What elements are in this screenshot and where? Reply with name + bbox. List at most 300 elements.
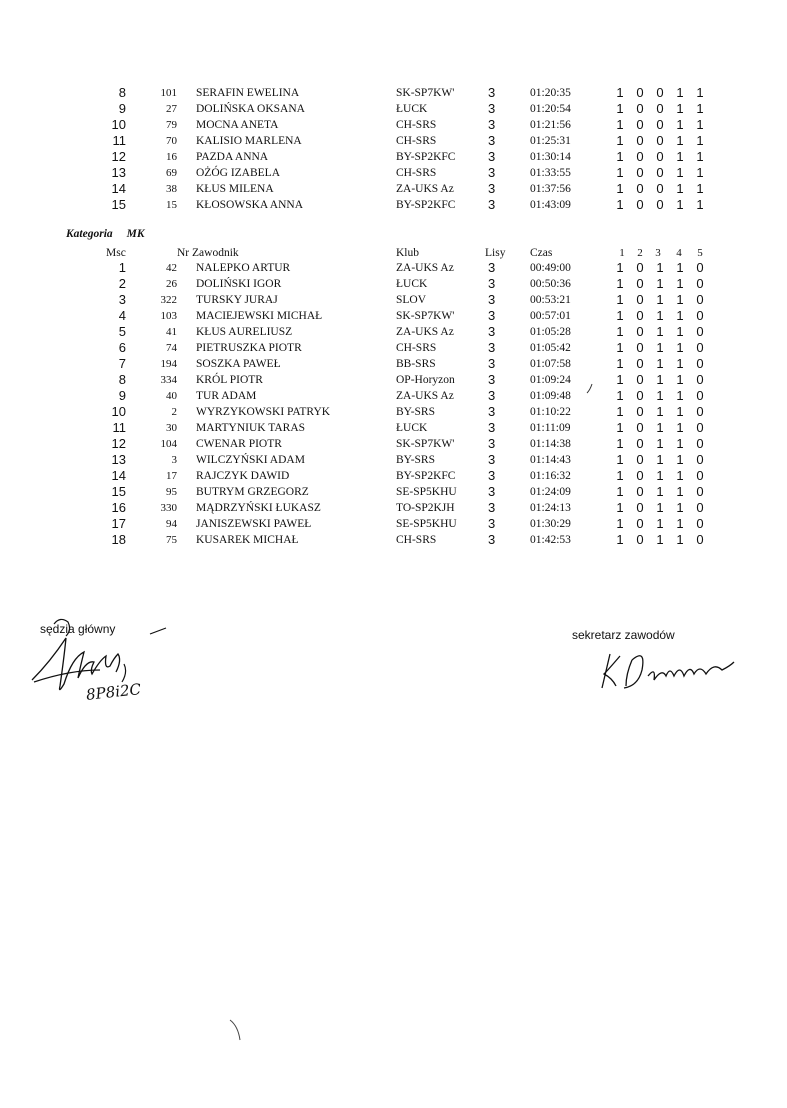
time-cell: 01:07:58 — [530, 358, 571, 370]
club-cell: ZA-UKS Az — [396, 262, 454, 274]
time-cell: 01:30:29 — [530, 518, 571, 530]
fox-4-cell: 1 — [676, 292, 684, 307]
fox-1-cell: 1 — [616, 356, 624, 371]
number-cell: 70 — [166, 135, 177, 147]
header-czas: Czas — [530, 247, 553, 259]
table-row — [0, 468, 787, 484]
competitor-name-cell: PIETRUSZKA PIOTR — [196, 342, 302, 354]
number-cell: 334 — [160, 374, 177, 386]
foxes-cell: 3 — [488, 181, 496, 196]
fox-1-cell: 1 — [616, 420, 624, 435]
fox-4-cell: 1 — [676, 436, 684, 451]
club-cell: CH-SRS — [396, 342, 437, 354]
place-cell: 14 — [111, 468, 126, 483]
number-cell: 40 — [166, 390, 177, 402]
fox-1-cell: 1 — [616, 181, 624, 196]
fox-3-cell: 1 — [656, 436, 664, 451]
pen-mark — [584, 382, 596, 396]
number-cell: 74 — [166, 342, 177, 354]
fox-4-cell: 1 — [676, 356, 684, 371]
foxes-cell: 3 — [488, 85, 496, 100]
place-cell: 9 — [118, 101, 126, 116]
table-row — [0, 436, 787, 452]
place-cell: 2 — [118, 276, 126, 291]
club-cell: BY-SP2KFC — [396, 470, 456, 482]
club-cell: BY-SRS — [396, 454, 435, 466]
competitor-name-cell: CWENAR PIOTR — [196, 438, 282, 450]
fox-4-cell: 1 — [676, 260, 684, 275]
category-value: MK — [126, 228, 145, 240]
place-cell: 9 — [118, 388, 126, 403]
club-cell: ŁUCK — [396, 278, 428, 290]
number-cell: 3 — [171, 454, 177, 466]
secretary-signature — [596, 640, 746, 710]
club-cell: SLOV — [396, 294, 427, 306]
table-row — [0, 101, 787, 117]
time-cell: 01:05:42 — [530, 342, 571, 354]
number-cell: 16 — [166, 151, 177, 163]
table-row — [0, 388, 787, 404]
competitor-name-cell: DOLIŃSKI IGOR — [196, 278, 282, 290]
fox-2-cell: 0 — [636, 500, 644, 515]
club-cell: BY-SP2KFC — [396, 151, 456, 163]
place-cell: 18 — [111, 532, 126, 547]
table-row — [0, 181, 787, 197]
time-cell: 01:24:13 — [530, 502, 571, 514]
competitor-name-cell: OŻÓG IZABELA — [196, 167, 280, 179]
place-cell: 17 — [111, 516, 126, 531]
fox-2-cell: 0 — [636, 149, 644, 164]
foxes-cell: 3 — [488, 340, 496, 355]
club-cell: TO-SP2KJH — [396, 502, 455, 514]
time-cell: 01:20:54 — [530, 103, 571, 115]
table-row — [0, 117, 787, 133]
fox-3-cell: 1 — [656, 356, 664, 371]
competitor-name-cell: WILCZYŃSKI ADAM — [196, 454, 305, 466]
competitor-name-cell: KŁUS MILENA — [196, 183, 274, 195]
foxes-cell: 3 — [488, 117, 496, 132]
fox-1-cell: 1 — [616, 532, 624, 547]
table-row — [0, 324, 787, 340]
table-row — [0, 484, 787, 500]
time-cell: 00:57:01 — [530, 310, 571, 322]
competitor-name-cell: WYRZYKOWSKI PATRYK — [196, 406, 331, 418]
header-lisy: Lisy — [485, 247, 506, 259]
fox-3-cell: 1 — [656, 484, 664, 499]
header-klub: Klub — [396, 247, 419, 259]
fox-1-cell: 1 — [616, 468, 624, 483]
time-cell: 01:33:55 — [530, 167, 571, 179]
fox-4-cell: 1 — [676, 500, 684, 515]
judge-handwritten-number: 8P8i2C — [85, 680, 142, 704]
foxes-cell: 3 — [488, 292, 496, 307]
table-row — [0, 292, 787, 308]
fox-5-cell: 0 — [696, 532, 704, 547]
foxes-cell: 3 — [488, 404, 496, 419]
fox-1-cell: 1 — [616, 452, 624, 467]
fox-1-cell: 1 — [616, 117, 624, 132]
fox-5-cell: 0 — [696, 372, 704, 387]
fox-3-cell: 1 — [656, 324, 664, 339]
fox-2-cell: 0 — [636, 484, 644, 499]
header-nr-zawodnik: Nr Zawodnik — [177, 247, 239, 259]
number-cell: 17 — [166, 470, 177, 482]
fox-2-cell: 0 — [636, 452, 644, 467]
club-cell: BB-SRS — [396, 358, 436, 370]
fox-5-cell: 0 — [696, 324, 704, 339]
fox-2-cell: 0 — [636, 308, 644, 323]
pen-mark-bottom — [228, 1018, 248, 1044]
fox-2-cell: 0 — [636, 532, 644, 547]
foxes-cell: 3 — [488, 165, 496, 180]
fox-3-cell: 1 — [656, 452, 664, 467]
club-cell: SK-SP7KW' — [396, 438, 455, 450]
place-cell: 11 — [112, 420, 126, 435]
fox-1-cell: 1 — [616, 372, 624, 387]
header-msc: Msc — [106, 247, 126, 259]
number-cell: 42 — [166, 262, 177, 274]
fox-2-cell: 0 — [636, 436, 644, 451]
place-cell: 6 — [118, 340, 126, 355]
fox-4-cell: 1 — [676, 516, 684, 531]
fox-4-cell: 1 — [676, 420, 684, 435]
fox-1-cell: 1 — [616, 436, 624, 451]
time-cell: 01:09:24 — [530, 374, 571, 386]
number-cell: 194 — [160, 358, 177, 370]
place-cell: 16 — [111, 500, 126, 515]
fox-2-cell: 0 — [636, 340, 644, 355]
table-row — [0, 372, 787, 388]
number-cell: 104 — [160, 438, 177, 450]
foxes-cell: 3 — [488, 388, 496, 403]
fox-5-cell: 1 — [696, 165, 704, 180]
foxes-cell: 3 — [488, 420, 496, 435]
number-cell: 94 — [166, 518, 177, 530]
fox-2-cell: 0 — [636, 404, 644, 419]
competitor-name-cell: MARTYNIUK TARAS — [196, 422, 306, 434]
competitor-name-cell: KALISIO MARLENA — [196, 135, 302, 147]
fox-1-cell: 1 — [616, 133, 624, 148]
secretary-label: sekretarz zawodów — [572, 628, 675, 642]
fox-4-cell: 1 — [676, 149, 684, 164]
fox-3-cell: 1 — [656, 340, 664, 355]
place-cell: 3 — [118, 292, 126, 307]
fox-1-cell: 1 — [616, 516, 624, 531]
fox-5-cell: 0 — [696, 484, 704, 499]
place-cell: 15 — [111, 197, 126, 212]
fox-5-cell: 1 — [696, 101, 704, 116]
place-cell: 10 — [111, 117, 126, 132]
time-cell: 01:42:53 — [530, 534, 571, 546]
fox-3-cell: 0 — [656, 149, 664, 164]
competitor-name-cell: SOSZKA PAWEŁ — [196, 358, 281, 370]
time-cell: 01:10:22 — [530, 406, 571, 418]
competitor-name-cell: KRÓL PIOTR — [196, 374, 263, 386]
fox-4-cell: 1 — [676, 308, 684, 323]
foxes-cell: 3 — [488, 149, 496, 164]
fox-1-cell: 1 — [616, 292, 624, 307]
table-row — [0, 356, 787, 372]
table-row — [0, 404, 787, 420]
place-cell: 1 — [118, 260, 126, 275]
competitor-name-cell: KŁUS AURELIUSZ — [196, 326, 293, 338]
fox-1-cell: 1 — [616, 308, 624, 323]
fox-1-cell: 1 — [616, 388, 624, 403]
fox-3-cell: 0 — [656, 165, 664, 180]
place-cell: 5 — [118, 324, 126, 339]
foxes-cell: 3 — [488, 372, 496, 387]
number-cell: 75 — [166, 534, 177, 546]
fox-4-cell: 1 — [676, 404, 684, 419]
fox-3-cell: 0 — [656, 181, 664, 196]
fox-5-cell: 0 — [696, 436, 704, 451]
number-cell: 330 — [160, 502, 177, 514]
fox-5-cell: 1 — [696, 85, 704, 100]
number-cell: 95 — [166, 486, 177, 498]
table-row — [0, 420, 787, 436]
place-cell: 13 — [111, 165, 126, 180]
table-row — [0, 85, 787, 101]
fox-4-cell: 1 — [676, 133, 684, 148]
time-cell: 01:30:14 — [530, 151, 571, 163]
fox-4-cell: 1 — [676, 532, 684, 547]
fox-1-cell: 1 — [616, 165, 624, 180]
competitor-name-cell: TURSKY JURAJ — [196, 294, 278, 306]
judge-label: sędzia główny — [40, 622, 116, 636]
time-cell: 00:49:00 — [530, 262, 571, 274]
fox-2-cell: 0 — [636, 372, 644, 387]
table-row — [0, 260, 787, 276]
header-col-2: 2 — [637, 247, 643, 259]
category-label: Kategoria — [66, 228, 113, 240]
fox-1-cell: 1 — [616, 484, 624, 499]
number-cell: 103 — [160, 310, 177, 322]
fox-2-cell: 0 — [636, 85, 644, 100]
fox-3-cell: 1 — [656, 260, 664, 275]
competitor-name-cell: KŁOSOWSKA ANNA — [196, 199, 304, 211]
fox-4-cell: 1 — [676, 165, 684, 180]
club-cell: BY-SRS — [396, 406, 435, 418]
foxes-cell: 3 — [488, 101, 496, 116]
number-cell: 69 — [166, 167, 177, 179]
foxes-cell: 3 — [488, 468, 496, 483]
fox-3-cell: 1 — [656, 532, 664, 547]
table-row — [0, 340, 787, 356]
fox-3-cell: 0 — [656, 117, 664, 132]
club-cell: SE-SP5KHU — [396, 518, 457, 530]
fox-3-cell: 0 — [656, 85, 664, 100]
fox-4-cell: 1 — [676, 484, 684, 499]
foxes-cell: 3 — [488, 197, 496, 212]
table-row — [0, 197, 787, 213]
fox-1-cell: 1 — [616, 404, 624, 419]
number-cell: 41 — [166, 326, 177, 338]
time-cell: 01:11:09 — [530, 422, 571, 434]
club-cell: CH-SRS — [396, 534, 437, 546]
fox-1-cell: 1 — [616, 340, 624, 355]
club-cell: ŁUCK — [396, 103, 428, 115]
category-heading — [66, 228, 145, 240]
table-row — [0, 500, 787, 516]
fox-5-cell: 1 — [696, 133, 704, 148]
foxes-cell: 3 — [488, 436, 496, 451]
fox-5-cell: 0 — [696, 500, 704, 515]
fox-3-cell: 1 — [656, 404, 664, 419]
place-cell: 10 — [111, 404, 126, 419]
fox-3-cell: 1 — [656, 292, 664, 307]
competitor-name-cell: MACIEJEWSKI MICHAŁ — [196, 310, 323, 322]
foxes-cell: 3 — [488, 356, 496, 371]
competitor-name-cell: JANISZEWSKI PAWEŁ — [196, 518, 312, 530]
club-cell: CH-SRS — [396, 119, 437, 131]
club-cell: SK-SP7KW' — [396, 87, 455, 99]
table-row — [0, 532, 787, 548]
fox-3-cell: 1 — [656, 468, 664, 483]
table-row — [0, 308, 787, 324]
fox-2-cell: 0 — [636, 468, 644, 483]
fox-5-cell: 1 — [696, 117, 704, 132]
fox-2-cell: 0 — [636, 292, 644, 307]
fox-3-cell: 1 — [656, 372, 664, 387]
place-cell: 8 — [118, 372, 126, 387]
fox-4-cell: 1 — [676, 181, 684, 196]
header-col-1: 1 — [619, 247, 625, 259]
table-row — [0, 452, 787, 468]
table-row — [0, 149, 787, 165]
fox-3-cell: 0 — [656, 197, 664, 212]
club-cell: CH-SRS — [396, 135, 437, 147]
place-cell: 15 — [111, 484, 126, 499]
club-cell: ŁUCK — [396, 422, 428, 434]
time-cell: 01:43:09 — [530, 199, 571, 211]
header-col-4: 4 — [676, 247, 682, 259]
place-cell: 7 — [118, 356, 126, 371]
fox-1-cell: 1 — [616, 149, 624, 164]
fox-3-cell: 0 — [656, 133, 664, 148]
fox-5-cell: 0 — [696, 404, 704, 419]
fox-3-cell: 1 — [656, 516, 664, 531]
fox-2-cell: 0 — [636, 101, 644, 116]
time-cell: 01:05:28 — [530, 326, 571, 338]
table-row — [0, 516, 787, 532]
place-cell: 13 — [111, 452, 126, 467]
number-cell: 79 — [166, 119, 177, 131]
competitor-name-cell: SERAFIN EWELINA — [196, 87, 300, 99]
place-cell: 14 — [111, 181, 126, 196]
fox-4-cell: 1 — [676, 388, 684, 403]
fox-5-cell: 0 — [696, 276, 704, 291]
foxes-cell: 3 — [488, 324, 496, 339]
competitor-name-cell: NALEPKO ARTUR — [196, 262, 291, 274]
foxes-cell: 3 — [488, 260, 496, 275]
fox-2-cell: 0 — [636, 260, 644, 275]
time-cell: 01:20:35 — [530, 87, 571, 99]
fox-3-cell: 1 — [656, 420, 664, 435]
fox-2-cell: 0 — [636, 133, 644, 148]
fox-4-cell: 1 — [676, 117, 684, 132]
fox-2-cell: 0 — [636, 181, 644, 196]
fox-5-cell: 0 — [696, 308, 704, 323]
fox-2-cell: 0 — [636, 324, 644, 339]
fox-3-cell: 1 — [656, 308, 664, 323]
time-cell: 01:16:32 — [530, 470, 571, 482]
foxes-cell: 3 — [488, 516, 496, 531]
fox-5-cell: 0 — [696, 452, 704, 467]
table-row — [0, 165, 787, 181]
club-cell: OP-Horyzon — [396, 374, 455, 386]
fox-2-cell: 0 — [636, 197, 644, 212]
fox-1-cell: 1 — [616, 500, 624, 515]
header-col-5: 5 — [697, 247, 703, 259]
competitor-name-cell: RAJCZYK DAWID — [196, 470, 290, 482]
number-cell: 15 — [166, 199, 177, 211]
competitor-name-cell: BUTRYM GRZEGORZ — [196, 486, 309, 498]
foxes-cell: 3 — [488, 452, 496, 467]
place-cell: 11 — [112, 133, 126, 148]
time-cell: 00:50:36 — [530, 278, 571, 290]
fox-2-cell: 0 — [636, 117, 644, 132]
foxes-cell: 3 — [488, 133, 496, 148]
competitor-name-cell: TUR ADAM — [196, 390, 257, 402]
time-cell: 01:14:38 — [530, 438, 571, 450]
fox-5-cell: 0 — [696, 516, 704, 531]
fox-4-cell: 1 — [676, 197, 684, 212]
time-cell: 01:25:31 — [530, 135, 571, 147]
club-cell: SE-SP5KHU — [396, 486, 457, 498]
fox-5-cell: 1 — [696, 181, 704, 196]
foxes-cell: 3 — [488, 276, 496, 291]
club-cell: ZA-UKS Az — [396, 326, 454, 338]
fox-5-cell: 0 — [696, 260, 704, 275]
fox-5-cell: 0 — [696, 388, 704, 403]
fox-1-cell: 1 — [616, 324, 624, 339]
fox-5-cell: 0 — [696, 468, 704, 483]
table-row — [0, 276, 787, 292]
foxes-cell: 3 — [488, 484, 496, 499]
fox-4-cell: 1 — [676, 85, 684, 100]
time-cell: 01:24:09 — [530, 486, 571, 498]
fox-3-cell: 0 — [656, 101, 664, 116]
fox-2-cell: 0 — [636, 388, 644, 403]
club-cell: ZA-UKS Az — [396, 183, 454, 195]
competitor-name-cell: KUSAREK MICHAŁ — [196, 534, 299, 546]
number-cell: 322 — [160, 294, 177, 306]
competitor-name-cell: MOCNA ANETA — [196, 119, 279, 131]
time-cell: 01:37:56 — [530, 183, 571, 195]
number-cell: 27 — [166, 103, 177, 115]
place-cell: 4 — [118, 308, 126, 323]
club-cell: ZA-UKS Az — [396, 390, 454, 402]
fox-4-cell: 1 — [676, 340, 684, 355]
foxes-cell: 3 — [488, 532, 496, 547]
fox-5-cell: 0 — [696, 356, 704, 371]
fox-5-cell: 0 — [696, 340, 704, 355]
club-cell: SK-SP7KW' — [396, 310, 455, 322]
fox-2-cell: 0 — [636, 356, 644, 371]
fox-2-cell: 0 — [636, 420, 644, 435]
competitor-name-cell: DOLIŃSKA OKSANA — [196, 103, 305, 115]
club-cell: BY-SP2KFC — [396, 199, 456, 211]
fox-4-cell: 1 — [676, 276, 684, 291]
place-cell: 12 — [111, 436, 126, 451]
fox-2-cell: 0 — [636, 276, 644, 291]
time-cell: 01:09:48 — [530, 390, 571, 402]
fox-5-cell: 1 — [696, 149, 704, 164]
club-cell: CH-SRS — [396, 167, 437, 179]
header-col-3: 3 — [655, 247, 661, 259]
fox-4-cell: 1 — [676, 372, 684, 387]
number-cell: 30 — [166, 422, 177, 434]
